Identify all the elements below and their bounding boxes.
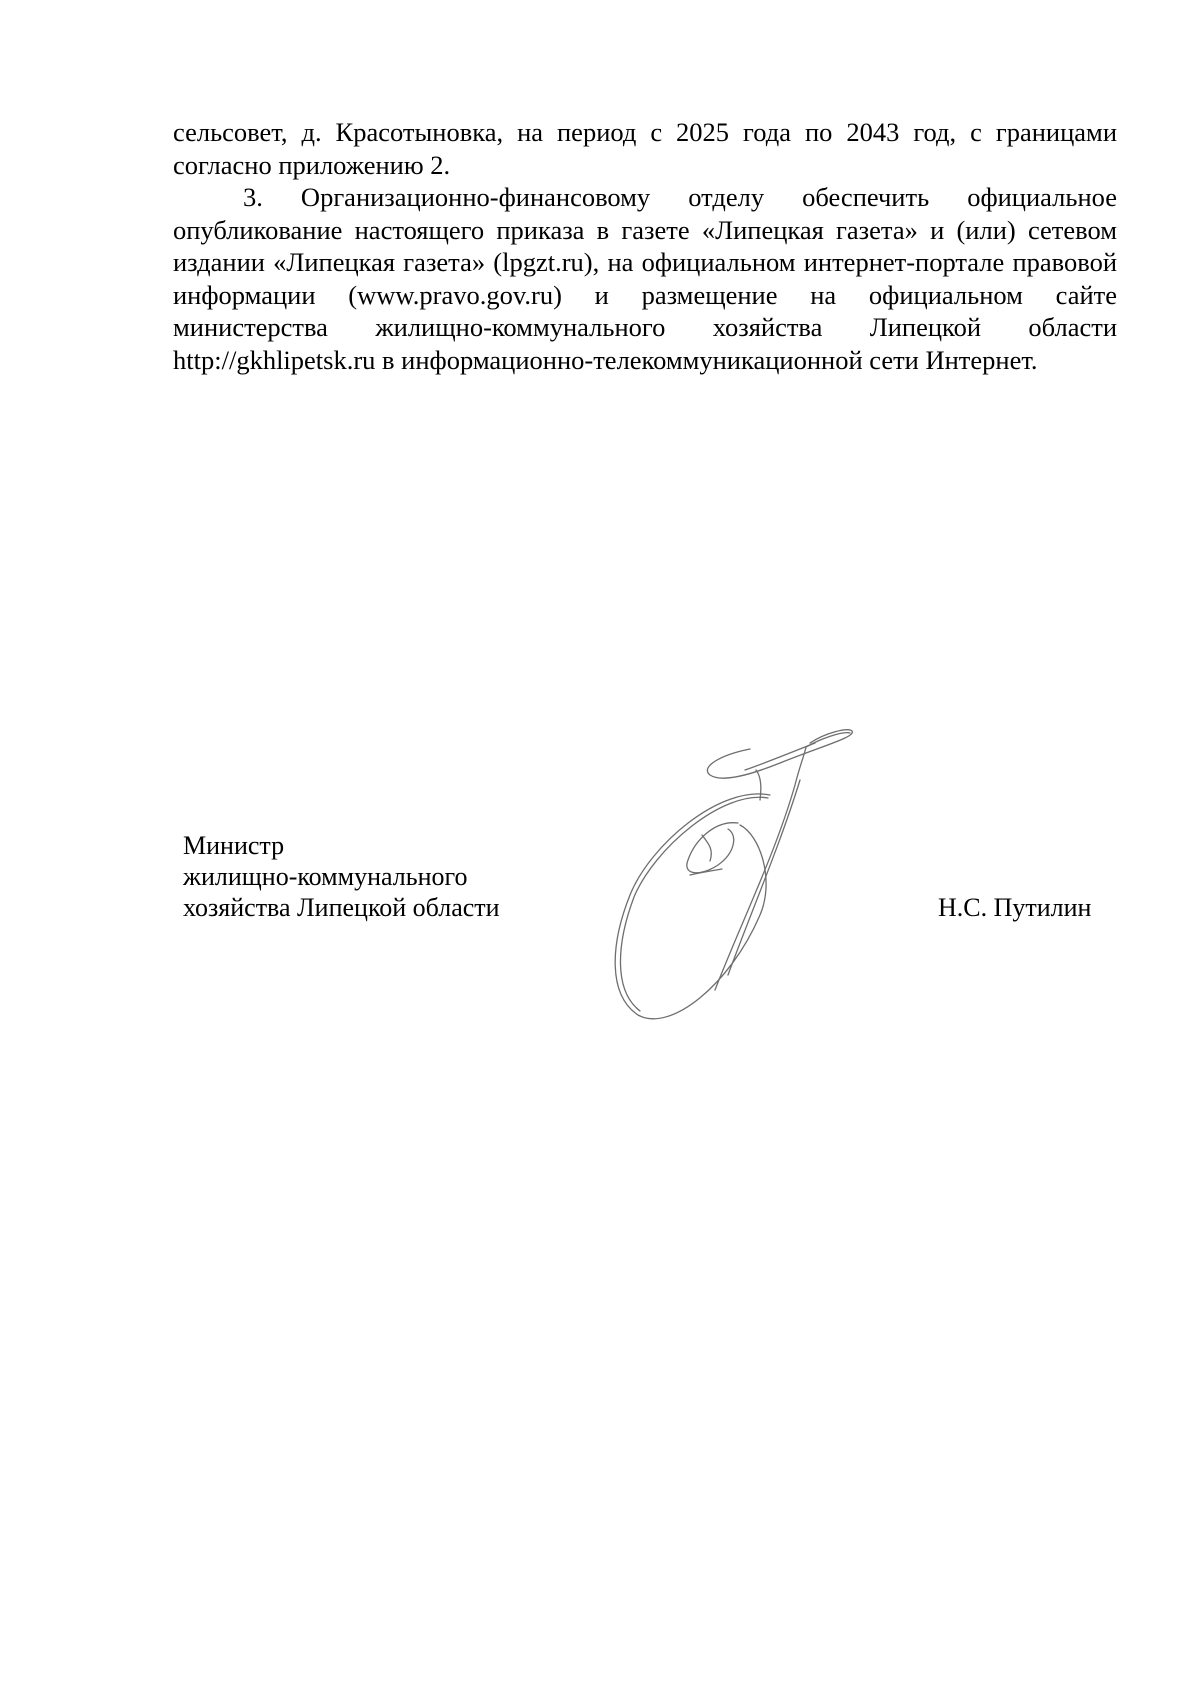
signer-name: Н.С. Путилин [938,893,1092,922]
position-line-3: хозяйства Липецкой области [183,893,500,922]
paragraph-2-end: сельсовет, д. Красотыновка, на период с 2025 года по 2043 год, с границами согласно приложению 2. [173,117,1117,180]
position-line-1: Министр [183,831,285,860]
document-body [173,116,1117,376]
signature-block [183,830,500,923]
position-line-2: жилищно-коммунального [183,862,468,891]
handwritten-signature [610,725,900,1040]
paragraph-3: 3. Организационно-финансовому отделу обеспечить официальное опубликование настоящего приказа в газете «Липецкая газета» и (или) сетевом издании «Липецкая газета» (lpgzt.ru), на официальном интернет-портале правовой информации (www.pravo.gov.ru) и размещение на официальном сайте министерства жилищно-коммунального хозяйства Липецкой области http://gkhlipetsk.ru в информационно-телекоммуникационной сети Интернет. [173,182,1117,375]
